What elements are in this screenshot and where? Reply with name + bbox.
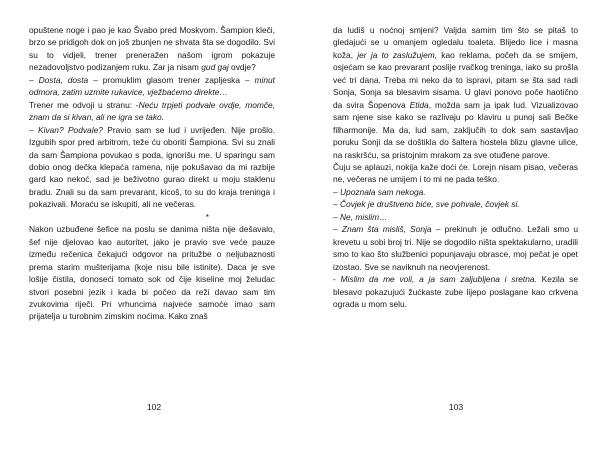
text: Pravio sam se lud i uvrijeđen. Nije prošlo. Izgubih spor pred arbitrom, teže ću oboriti Šampiona. Svi su znali da sam Šampiona povukao s poda, ignorišu me. U sparingu sam dobio onog dečka klepaća ramena, nije pokušavao da mi razbije gard kao nekoć, sad je beživotno gurao direkt u moju staklenu bradu. Znali su da sam prevarant, kicoš, to su do kraja treninga i pokazivali. Moraću se iskupiti, ali ne večeras. (29, 124, 276, 210)
text: – (333, 186, 340, 197)
paragraph: Nakon uzbuđene šefice na poslu se danima ništa nije dešavalo, šef nije djelovao kao autoritet, jako je pravio sve veće pauze između rečenica čekajući odgovor na pritužbe o neljubaznosti prema starim mušterijama (koje nisu bile istinite). Daca je sve lošije čistila, donoseći tomato sok od čije kiseline moj želudac stvori posebni jezik i kada bi počeo da reži davao sam tim zvukovima riječi. Pri vrhuncima najveće samoće imao sam prijatelja u turobnim zimskim noćima. Kako znaš (29, 224, 275, 322)
paragraph: Čuju se aplauzi, nokija kaže doći će. Lorejn nisam pisao, večeras ne, večeras ne umijem i to mi ne pada teško. (333, 161, 578, 185)
dialogue-line (333, 211, 578, 223)
text: Trener me odvoji u stranu: - (29, 99, 139, 110)
text: – (29, 74, 39, 85)
text: Kezila se blesavo pokazujući žućkaste zube lijepo poslagane kao crkvena ograda u mom selu. (333, 274, 579, 309)
italic-text: Mislim da me voli, a ja sam zaljubljena i sretna. (340, 274, 537, 285)
right-page (333, 24, 578, 310)
page-number-right: 103 (448, 402, 464, 412)
text: opuštene noge i pao je kao Švabo pred Moskvom. Šampion kleči, brzo se pridigoh dok on još zbunjen ne shvata šta se dogodilo. Svi su to vidjeli, trener preneražen našom igrom pokazuje nezadovoljstvo podizanjem ruku. Zar ja nisam (29, 25, 275, 73)
text: ovdje? (228, 62, 256, 73)
text: - (333, 274, 341, 285)
text: – promuklim glasom trener zapljeska – (88, 74, 255, 85)
text: , možda sam ja ipak lud. Vizualizovao sam njene sise kako se razlivaju po klaviru u punoj sali Bečke filharmonije. Ma da, lud sam, zaključih to dok sam sastavljao poruku Sonji da se doštikla do šaltera hostela blizu glavne ulice, na raskršću, sa pristojnim mrakom za sve otuđene parove. (333, 99, 579, 160)
page-number-left: 102 (146, 402, 162, 412)
italic-text: Upoznala sam nekoga. (340, 186, 426, 197)
text: – (333, 224, 342, 235)
italic-text: gud gaj (201, 62, 229, 73)
text: – prekinuh je odlučno. Ležali smo u krevetu u sobi broj tri. Nije se dogodilo ništa spektakularno, uradili smo to kao što službenici popunjavaju obrasce, moj pečat je opet izostao. Sve se naviknuh na neovjerenost. (333, 224, 578, 272)
italic-text: Znam šta misliš, Sonja (341, 224, 432, 235)
italic-text: Neću trpjeti podvale ovdje, momče, znam da si kivan, ali ne igra se tako. (29, 99, 275, 123)
italic-text: Čovjek je društveno biće, sve pohvale, čovjek si. (340, 199, 520, 210)
italic-text: Dosta, dosta (38, 74, 89, 85)
text: kao reklama, počeh da se smijem, osjećam se kao prevarant poslije rvačkog treninga, iako su prošla već tri dana. Treba mi neko da to ispravi, pitam se šta sad radi Sonja, Sonja sa blesavim sisama. U glavi ponovo poče haotično da svira Šopenova (333, 49, 578, 110)
text: – (29, 124, 39, 135)
paragraph (29, 99, 275, 124)
dialogue-line (333, 186, 578, 198)
paragraph (29, 74, 275, 99)
left-page (29, 24, 275, 323)
paragraph (333, 24, 578, 161)
text: – (333, 211, 340, 222)
paragraph (29, 124, 275, 211)
paragraph (333, 273, 578, 310)
italic-text: jer ja to zaslužujem, (357, 49, 438, 60)
text: – (333, 199, 340, 210)
italic-text: minut odmora, zatim uzmite rukavice, vježbaćemo direkte… (29, 74, 275, 98)
text: da ludiš u noćnoj smjeni? Valjda samim tim što se pitaš to gledajući se u omanjem ogledalu toaleta. Blijedo lice i masna koža, (333, 25, 578, 60)
dialogue-line (333, 198, 578, 210)
paragraph (29, 24, 275, 74)
section-separator: * (205, 211, 209, 222)
italic-text: Ne, mislim… (340, 211, 388, 222)
italic-text: Etida (409, 99, 429, 110)
italic-text: Kivan? Podvale? (38, 124, 103, 135)
paragraph (333, 223, 578, 273)
